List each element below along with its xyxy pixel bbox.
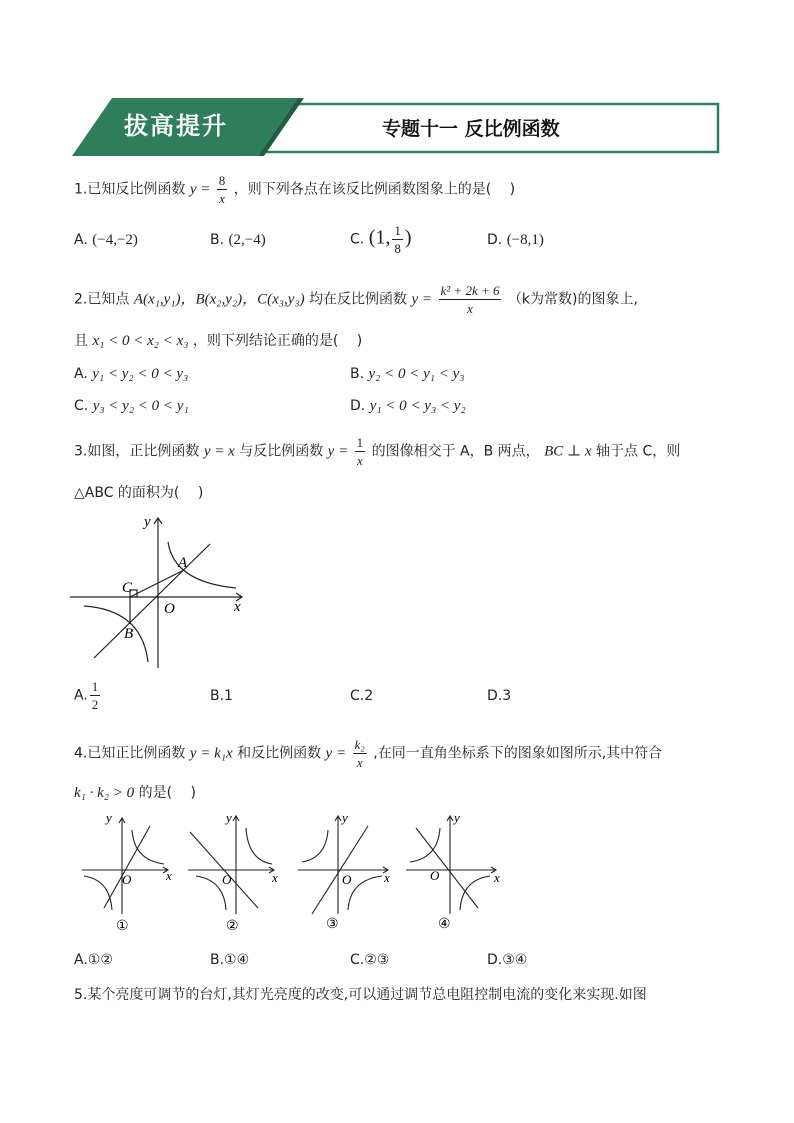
q4-fraction — [353, 736, 367, 771]
q4-line2-suffix: 的是( ) — [138, 785, 196, 801]
q4-figure-label-2: ② — [226, 919, 239, 934]
q3-numerator: 1 — [356, 435, 364, 450]
q2-numerator: k² + 2k + 6 — [440, 283, 500, 298]
q4-g1-label-x: x — [166, 868, 172, 883]
q2-denominator: x — [467, 301, 473, 316]
q4-g4-label-o: O — [430, 868, 440, 883]
q1-option-b-value: (2,−4) — [228, 232, 266, 248]
q2-line2-prefix: 且 — [74, 333, 88, 349]
question-4-line-2 — [74, 782, 196, 802]
q4-graphs — [76, 808, 506, 938]
q3-denominator: x — [357, 453, 363, 468]
section-tag: 拔高提升 — [124, 111, 228, 140]
q4-figure-label-3: ③ — [326, 917, 339, 932]
q4-suffix: ,在同一直角坐标系下的图象如图所示,其中符合 — [373, 745, 663, 762]
q4-prefix: 4.已知正比例函数 — [74, 745, 186, 762]
q4-graph-4 — [406, 816, 496, 914]
q4-g2-label-y: y — [226, 810, 232, 825]
q3-option-a-fraction — [90, 678, 101, 713]
q2-option-d-label: D. — [350, 398, 366, 414]
question-3 — [74, 434, 680, 469]
q2-func-lhs: y = — [411, 291, 433, 308]
q1-denominator: x — [219, 191, 225, 206]
q2-fraction — [439, 282, 502, 317]
q3-line-y-equals-x — [94, 544, 210, 658]
q2-condition: x₁ < 0 < x₂ < x₃ — [92, 333, 189, 349]
q1-option-d — [487, 232, 544, 249]
q4-figure-label-4: ④ — [438, 917, 451, 932]
q3-func-lhs: y = — [327, 443, 349, 460]
q3-fraction — [355, 434, 366, 469]
q1-prefix: 1.已知反比例函数 — [74, 181, 186, 198]
q4-graph-2 — [188, 816, 274, 914]
page-title: 专题十一 反比例函数 — [382, 118, 560, 140]
q3-option-b: B.1 — [210, 688, 233, 704]
q4-g3-label-y: y — [342, 810, 348, 825]
q3-option-d: D.3 — [487, 688, 512, 704]
q2-option-a — [74, 366, 188, 383]
q2-option-a-label: A. — [74, 366, 88, 382]
question-3-line-2: △ABC 的面积为( ) — [74, 485, 204, 501]
q2-suffix: （k为常数)的图象上, — [507, 291, 638, 308]
question-2 — [74, 282, 638, 317]
q1-suffix: ，则下列各点在该反比例函数图象上的是( ) — [233, 181, 516, 198]
q2-option-c-value: y₃ < y₂ < 0 < y₁ — [92, 398, 189, 414]
q4-graph-3 — [298, 816, 388, 914]
q1-option-c — [350, 222, 412, 257]
q3-linear-function: y = x — [203, 443, 235, 460]
q1-option-a-value: (−4,−2) — [92, 232, 138, 248]
q3-label-o: O — [164, 601, 175, 617]
q3-option-a-label: A. — [74, 687, 88, 704]
q2-option-d-value: y₁ < 0 < y₃ < y₂ — [369, 398, 466, 414]
q1-option-b-label: B. — [210, 232, 225, 248]
q1-option-c-open: (1, — [368, 226, 391, 249]
question-1 — [74, 172, 515, 207]
q3-label-a: A — [178, 555, 188, 571]
q2-option-a-value: y₁ < y₂ < 0 < y₃ — [92, 366, 189, 382]
q1-fraction — [217, 172, 228, 207]
q4-option-a: A.①② — [74, 952, 113, 968]
q3-segment-ac — [130, 570, 184, 597]
q3-middle: 与反比例函数 — [239, 443, 324, 460]
q4-g1-label-o: O — [122, 872, 132, 887]
question-2-line-2 — [74, 330, 362, 350]
q4-g3-label-x: x — [384, 870, 390, 885]
q2-option-b-label: B. — [350, 366, 365, 382]
q3-label-b: B — [124, 626, 134, 642]
q4-option-c: C.②③ — [350, 952, 390, 968]
q4-option-b: B.①④ — [210, 952, 250, 968]
q4-g2-label-x: x — [272, 870, 278, 885]
q2-option-d — [350, 398, 466, 415]
q3-option-a-denominator: 2 — [91, 697, 99, 712]
question-5: 5.某个亮度可调节的台灯,其灯光亮度的改变,可以通过调节总电阻控制电流的变化来实现.如图 — [74, 987, 647, 1003]
q2-middle: 均在反比例函数 — [309, 291, 408, 308]
q1-option-c-close: ) — [404, 226, 412, 249]
q1-option-c-fraction — [392, 222, 403, 257]
q1-option-c-denominator: 8 — [394, 241, 401, 256]
q4-option-d: D.③④ — [487, 952, 528, 968]
q3-option-a — [74, 678, 102, 713]
q4-g3-label-o: O — [342, 872, 352, 887]
q1-option-a-label: A. — [74, 232, 88, 248]
q4-figure-label-1: ① — [116, 919, 129, 934]
q3-prefix: 3.如图，正比例函数 — [74, 443, 200, 460]
q2-option-c — [74, 398, 189, 415]
q1-option-c-numerator: 1 — [394, 223, 401, 238]
q4-g1-label-y: y — [106, 810, 112, 825]
q2-option-c-label: C. — [74, 398, 89, 414]
q1-func-lhs: y = — [189, 181, 211, 198]
q1-option-d-value: (−8,1) — [506, 232, 544, 248]
q4-g2-label-o: O — [222, 872, 232, 887]
q1-option-c-label: C. — [350, 231, 365, 248]
q3-label-y: y — [144, 514, 151, 530]
q4-graph-1 — [82, 818, 168, 914]
question-4 — [74, 736, 662, 771]
q2-option-b — [350, 366, 465, 383]
q1-option-d-label: D. — [487, 232, 503, 248]
q1-option-a — [74, 232, 138, 249]
q2-line2-suffix: ，则下列结论正确的是( ) — [192, 333, 363, 349]
q3-label-x: x — [234, 599, 241, 615]
q4-func-lhs: y = — [325, 745, 347, 762]
q1-numerator: 8 — [218, 173, 226, 188]
q3-label-c: C — [122, 580, 133, 596]
q4-condition: k₁ · k₂ > 0 — [74, 785, 135, 801]
q3-suffix-2: 轴于点 C，则 — [596, 443, 681, 460]
q4-denominator: x — [356, 755, 363, 770]
q4-linear-function: y = k₁x — [189, 745, 233, 762]
q3-option-a-numerator: 1 — [91, 679, 99, 694]
q4-g4-label-y: y — [454, 810, 460, 825]
q4-g4-label-x: x — [494, 870, 500, 885]
section-header — [72, 96, 722, 158]
q3-suffix: 的图像相交于 A，B 两点， — [371, 443, 540, 460]
q2-points: A(x₁,y₁)，B(x₂,y₂)，C(x₃,y₃) — [133, 291, 305, 308]
q4-numerator: k₂ — [354, 737, 365, 752]
q1-option-b — [210, 232, 266, 249]
q3-graph — [70, 510, 260, 670]
q3-condition: BC ⊥ x — [544, 443, 592, 460]
q2-option-b-value: y₂ < 0 < y₁ < y₃ — [368, 366, 465, 382]
q4-middle: 和反比例函数 — [237, 745, 322, 762]
q2-prefix: 2.已知点 — [74, 291, 130, 308]
q3-option-c: C.2 — [350, 688, 374, 704]
